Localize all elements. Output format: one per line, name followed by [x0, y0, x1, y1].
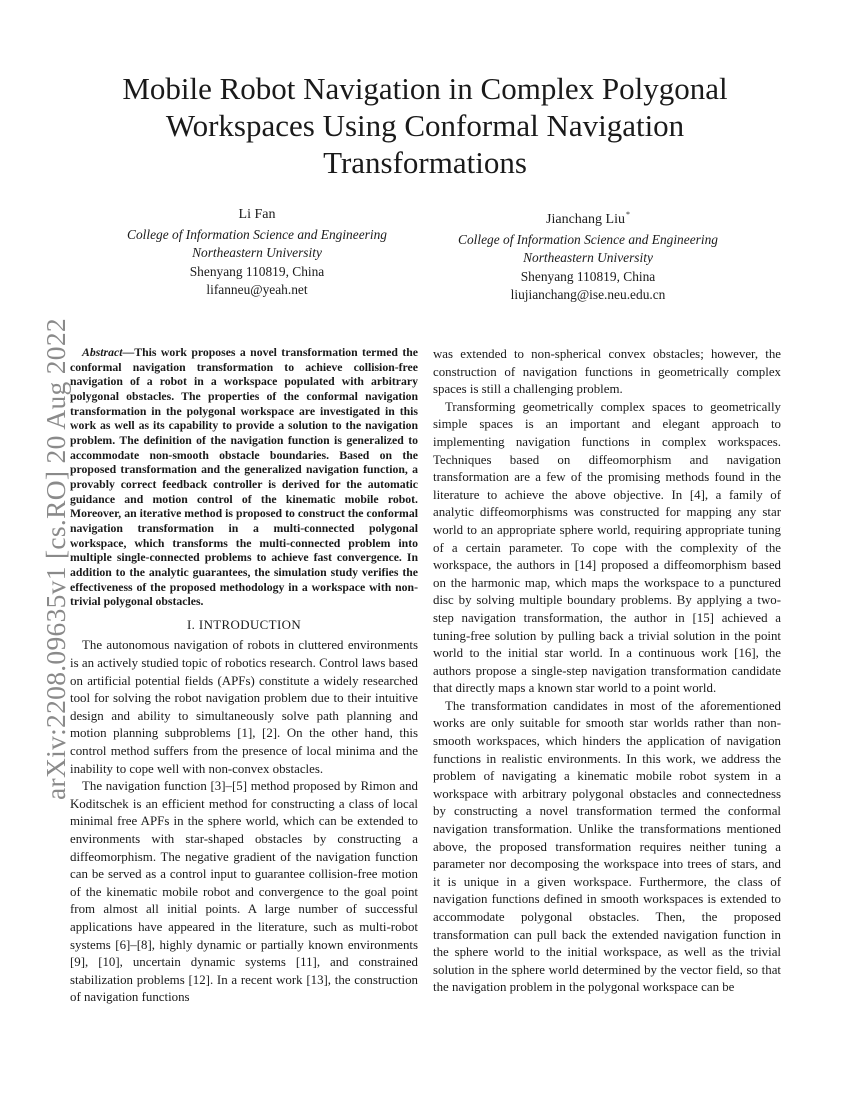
abstract-text: —This work proposes a novel transformation termed the conformal navigation transformation to achieve collision-free navigation of a robot in a workspace populated with arbitrary polygonal obstacles. The properties of the conformal navigation transformation in the polygonal workspace are investigated in this work as well as its capability to provide a solution to the navigation problem. The definition of the navigation function is generalized to accommodate non-smooth obstacle boundaries. Based on the proposed transformation and the generalized navigation function, a provably correct feedback controller is derived for the automatic guidance and motion control of the kinematic mobile robot. Moreover, an iterative method is proposed to construct the conformal navigation transformation in a multi-connected polygonal workspace, which transforms the multi-connected problem into multiple single-connected problems to achieve fast convergence. In addition to the analytic guarantees, the simulation study verifies the effectiveness of the proposed methodology in a workspace with non-trivial polygonal obstacles. [70, 346, 418, 609]
arxiv-stamp [0, 280, 71, 800]
author-name: Jianchang Liu* [546, 210, 630, 227]
title-line: Workspaces Using Conformal Navigation [165, 108, 685, 143]
author-university: Northeastern University [523, 250, 653, 265]
left-column [70, 346, 418, 1007]
author-block-jianchang-liu [428, 206, 748, 305]
author-city: Shenyang 110819, China [520, 268, 656, 284]
title-line: Transformations [323, 145, 527, 180]
arxiv-identifier: arXiv:2208.09635v1 [cs.RO] 20 Aug 2022 [40, 318, 71, 800]
paper-title [80, 70, 770, 181]
author-university: Northeastern University [192, 245, 322, 260]
body-paragraph: The transformation candidates in most of the aforementioned works are only suitable for smooth star worlds rather than non-smooth workspaces, which hinders the application of navigation functions in realistic environments. In this work, we address the problem of navigating a kinematic mobile robot system in a workspace with arbitrary polygonal obstacles and connectedness by constructing a novel transformation termed the conformal navigation transformation. Unlike the transformations mentioned above, the proposed transformation requires neither tuning a parameter nor decomposing the workspace into trees of stars, and it is unique in a given workspace. Furthermore, the class of navigation functions defined in smooth workspaces is extended to accommodate polygonal obstacles. Then, the proposed transformation can pull back the extended navigation function in the sphere world to the initial workspace, as well as the trivial solution in the sphere world determined by the vector field, so that the navigation problem in the polygonal workspace can be [433, 698, 781, 995]
author-email: lifanneu@yeah.net [206, 282, 308, 297]
abstract [70, 346, 418, 610]
section-heading-introduction: I. INTRODUCTION [186, 617, 302, 632]
corresponding-author-marker: * [625, 210, 630, 219]
body-paragraph: The navigation function [3]–[5] method proposed by Rimon and Koditschek is an efficient method for constructing a class of local minimal free APFs in the sphere world, which can be extended to environments with star-shaped obstacles by constructing a diffeomorphism. The negative gradient of the navigation function can be served as a control input to guarantee collision-free motion of the kinematic mobile robot and convergence to the goal point from almost all initial points. A large number of successful applications have appeared in the literature, such as multi-robot systems [6]–[8], highly dynamic or partially known environments [9], [10], uncertain dynamic systems [11], and constrained stabilization problems [12]. In a recent work [13], the construction of navigation functions [70, 779, 418, 1005]
author-name: Li Fan [238, 207, 276, 222]
body-paragraph-continued: was extended to non-spherical convex obstacles; however, the construction of navigation functions in geometrically complex spaces is still a challenging problem. [433, 347, 781, 397]
title-line: Mobile Robot Navigation in Complex Polygonal [122, 71, 728, 106]
body-paragraph: The autonomous navigation of robots in cluttered environments is an actively studied topic of robotics research. Control laws based on artificial potential fields (APFs) constitute a widely researched tool for solving the robot navigation problem due to their intuitive design and ability to simultaneously solve path planning and motion planning subproblems [1], [2]. On the other hand, this control method suffers from the presence of local minima and the inability to cope well with non-convex obstacles. [70, 638, 418, 776]
author-affiliation: College of Information Science and Engineering [127, 226, 387, 242]
author-block-li-fan [97, 206, 417, 300]
body-paragraph: Transforming geometrically complex spaces to geometrically simple spaces is an important and elegant approach to implementing navigation functions in complex workspaces. Techniques based on diffeomorphism and navigation transformation are a few of the promising methods found in the literature to achieve the above objective. In [4], a family of analytic diffeomorphisms was constructed for mapping any star world to an appropriate sphere world, requiring appropriate tuning of a certain parameter. To cope with the complexity of the workspace, the authors in [14] proposed a diffeomorphism based on the harmonic map, which maps the workspace to a punctured disc by solving multiple boundary problems. By applying a two-step navigation transformation, the author in [15] achieved a tuning-free solution by pulling back a trivial solution in the point world to the initial star world. In a continuous work [16], the authors propose a single-step navigation transformation candidate that directly maps a known star world to a point world. [433, 399, 781, 696]
right-column [433, 346, 781, 997]
author-city: Shenyang 110819, China [189, 263, 325, 279]
author-affiliation: College of Information Science and Engineering [458, 231, 718, 247]
author-email: liujianchang@ise.neu.edu.cn [510, 287, 666, 302]
abstract-label: Abstract [82, 346, 123, 359]
